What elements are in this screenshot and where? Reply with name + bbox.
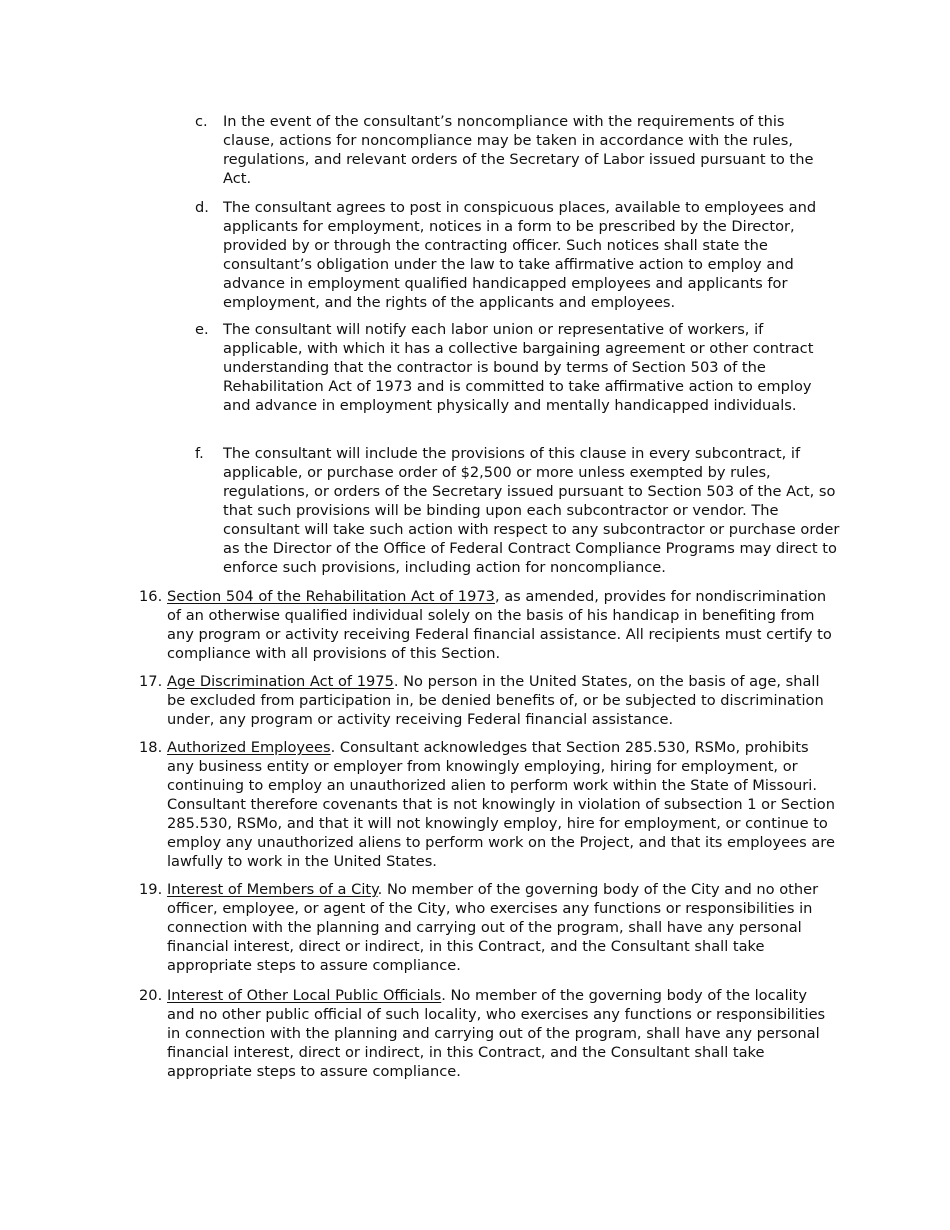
section-text: . Consultant acknowledges that Section 285.530, RSMo, prohibits any business entity or employer from knowingly employing, hiring for employment, or continuing to employ an unauthorized alien to perform work within the State of Missouri. Consultant therefore covenants that is not knowingly in violation of subsection 1 or Section 285.530, RSMo, and that it will not knowingly employ, hire for employment, or continue to employ any unauthorized aliens to perform work on the Project, and that its employees are lawfully to work in the United States. [167,739,835,870]
sub-item-label: f. [195,445,204,462]
section-number: 18. [139,739,163,756]
sub-item-label: d. [195,199,209,216]
sub-item-f [195,444,840,577]
section-19 [139,880,839,975]
section-text: , as amended, provides for nondiscrimination of an otherwise qualified individual solely on the basis of his handicap in benefiting from any program or activity receiving Federal financial assistance. All recipients must certify to compliance with all provisions of this Section. [167,588,832,662]
section-body [167,880,839,975]
sub-item-label: c. [195,113,208,130]
section-20 [139,986,839,1081]
sub-item-text: The consultant will notify each labor union or representative of workers, if applicable, with which it has a collective bargaining agreement or other contract understanding that the contractor is bound by terms of Section 503 of the Rehabilitation Act of 1973 and is committed to take affirmative action to employ and advance in employment physically and mentally handicapped individuals. [223,321,814,414]
sub-item-e [195,320,840,415]
section-heading: Interest of Other Local Public Officials [167,987,442,1004]
section-body [167,587,839,663]
section-heading: Authorized Employees [167,739,331,756]
sub-item-text: The consultant will include the provisions of this clause in every subcontract, if applicable, or purchase order of $2,500 or more unless exempted by rules, regulations, or orders of the Secretary issued pursuant to Section 503 of the Act, so that such provisions will be binding upon each subcontractor or vendor. The consultant will take such action with respect to any subcontractor or purchase order as the Director of the Office of Federal Contract Compliance Programs may direct to enforce such provisions, including action for noncompliance. [223,445,840,576]
sub-item-text: The consultant agrees to post in conspicuous places, available to employees and applicants for employment, notices in a form to be prescribed by the Director, provided by or through the contracting officer. Such notices shall state the consultant’s obligation under the law to take affirmative action to employ and advance in employment qualified handicapped employees and applicants for employment, and the rights of the applicants and employees. [223,199,817,311]
section-number: 16. [139,588,163,605]
section-heading: Interest of Members of a City [167,881,378,898]
section-17 [139,672,839,729]
section-heading: Section 504 of the Rehabilitation Act of 1973 [167,588,495,605]
sub-item-d [195,198,840,312]
section-number: 17. [139,673,163,690]
section-body [167,986,839,1081]
section-text: . No member of the governing body of the locality and no other public official of such locality, who exercises any functions or responsibilities in connection with the planning and carrying out of the program, shall have any personal financial interest, direct or indirect, in this Contract, and the Consultant shall take appropriate steps to assure compliance. [167,987,826,1080]
section-text: . No member of the governing body of the City and no other officer, employee, or agent of the City, who exercises any functions or responsibilities in connection with the planning and carrying out of the program, shall have any personal financial interest, direct or indirect, in this Contract, and the Consultant shall take appropriate steps to assure compliance. [167,881,819,974]
section-body [167,738,839,871]
section-number: 20. [139,987,163,1004]
section-body [167,672,839,729]
section-number: 19. [139,881,163,898]
sub-item-c [195,112,840,188]
section-text: . No person in the United States, on the basis of age, shall be excluded from participation in, be denied benefits of, or be subjected to discrimination under, any program or activity receiving Federal financial assistance. [167,673,824,728]
sub-item-text: In the event of the consultant’s noncompliance with the requirements of this clause, actions for noncompliance may be taken in accordance with the rules, regulations, and relevant orders of the Secretary of Labor issued pursuant to the Act. [223,113,814,187]
section-18 [139,738,839,871]
sub-item-label: e. [195,321,209,338]
section-16 [139,587,839,663]
section-heading: Age Discrimination Act of 1975 [167,673,394,690]
